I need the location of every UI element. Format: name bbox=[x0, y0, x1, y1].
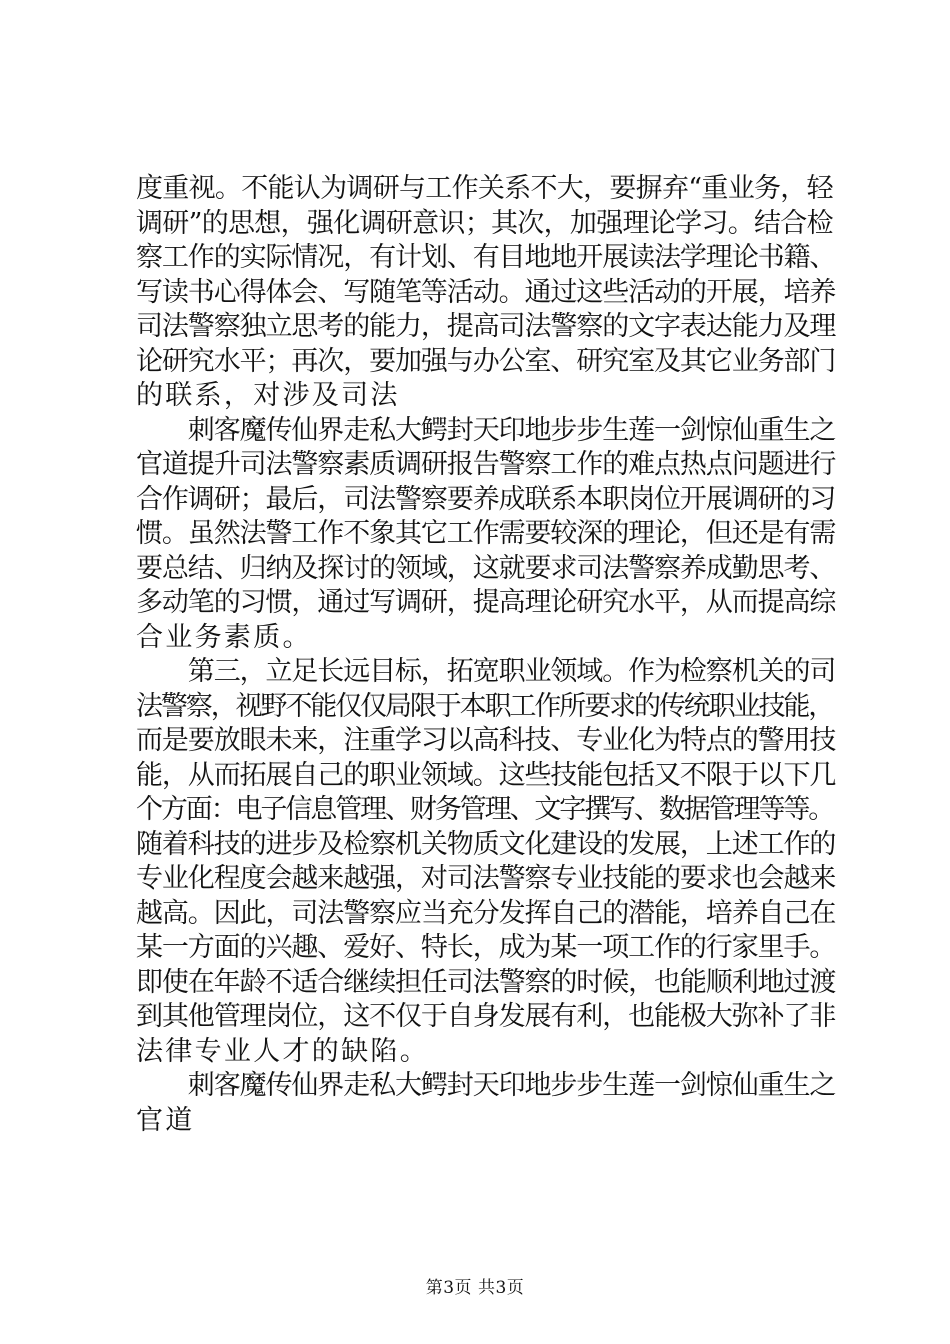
text-line: 而是要放眼未来，注重学习以高科技、专业化为特点的警用技 bbox=[136, 725, 836, 756]
body-text bbox=[136, 172, 836, 1138]
text-line: 法警察，视野不能仅仅局限于本职工作所要求的传统职业技能， bbox=[136, 690, 834, 722]
text-line: 调研”的思想，强化调研意识；其次，加强理论学习。结合检 bbox=[136, 207, 833, 239]
text-line: 惯。虽然法警工作不象其它工作需要较深的理论，但还是有需 bbox=[136, 518, 836, 549]
text-line: 到其他管理岗位，这不仅于自身发展有利，也能极大弥补了非 bbox=[136, 1001, 836, 1032]
text-line: 第三，立足长远目标，拓宽职业领域。作为检察机关的司 bbox=[136, 656, 836, 687]
text-line: 察工作的实际情况，有计划、有目地地开展读法学理论书籍、 bbox=[136, 242, 836, 273]
text-line: 论研究水平；再次，要加强与办公室、研究室及其它业务部门 bbox=[136, 345, 836, 377]
text-line: 的联系，对涉及司法 bbox=[136, 380, 400, 411]
text-line: 官道 bbox=[136, 1104, 195, 1136]
text-line: 随着科技的进步及检察机关物质文化建设的发展，上述工作的 bbox=[136, 828, 836, 860]
text-line: 合业务素质。 bbox=[136, 621, 312, 653]
text-line: 司法警察独立思考的能力，提高司法警察的文字表达能力及理 bbox=[136, 311, 836, 342]
text-line: 法律专业人才的缺陷。 bbox=[136, 1035, 429, 1067]
text-line: 要总结、归纳及探讨的领域，这就要求司法警察养成勤思考、 bbox=[136, 552, 836, 584]
text-line: 即使在年龄不适合继续担任司法警察的时候，也能顺利地过渡 bbox=[136, 966, 836, 998]
page-number-footer: 第3页 共3页 bbox=[425, 1278, 525, 1298]
text-line: 刺客魔传仙界走私大鳄封天印地步步生莲一剑惊仙重生之 bbox=[136, 1070, 836, 1101]
text-line: 度重视。不能认为调研与工作关系不大，要摒弃“重业务，轻 bbox=[136, 173, 833, 204]
text-line: 合作调研；最后，司法警察要养成联系本职岗位开展调研的习 bbox=[136, 483, 836, 515]
text-line: 某一方面的兴趣、爱好、特长，成为某一项工作的行家里手。 bbox=[136, 932, 836, 963]
text-line: 官道提升司法警察素质调研报告警察工作的难点热点问题进行 bbox=[136, 449, 836, 480]
text-line: 专业化程度会越来越强，对司法警察专业技能的要求也会越来 bbox=[136, 863, 836, 894]
text-line: 能，从而拓展自己的职业领域。这些技能包括又不限于以下几 bbox=[136, 759, 836, 791]
text-line: 刺客魔传仙界走私大鳄封天印地步步生莲一剑惊仙重生之 bbox=[136, 414, 836, 446]
text-line: 越高。因此，司法警察应当充分发挥自己的潜能，培养自己在 bbox=[136, 897, 836, 929]
text-line: 写读书心得体会、写随笔等活动。通过这些活动的开展，培养 bbox=[136, 276, 836, 308]
text-line: 个方面：电子信息管理、财务管理、文字撰写、数据管理等等。 bbox=[136, 794, 834, 825]
text-line: 多动笔的习惯，通过写调研，提高理论研究水平，从而提高综 bbox=[136, 587, 836, 618]
